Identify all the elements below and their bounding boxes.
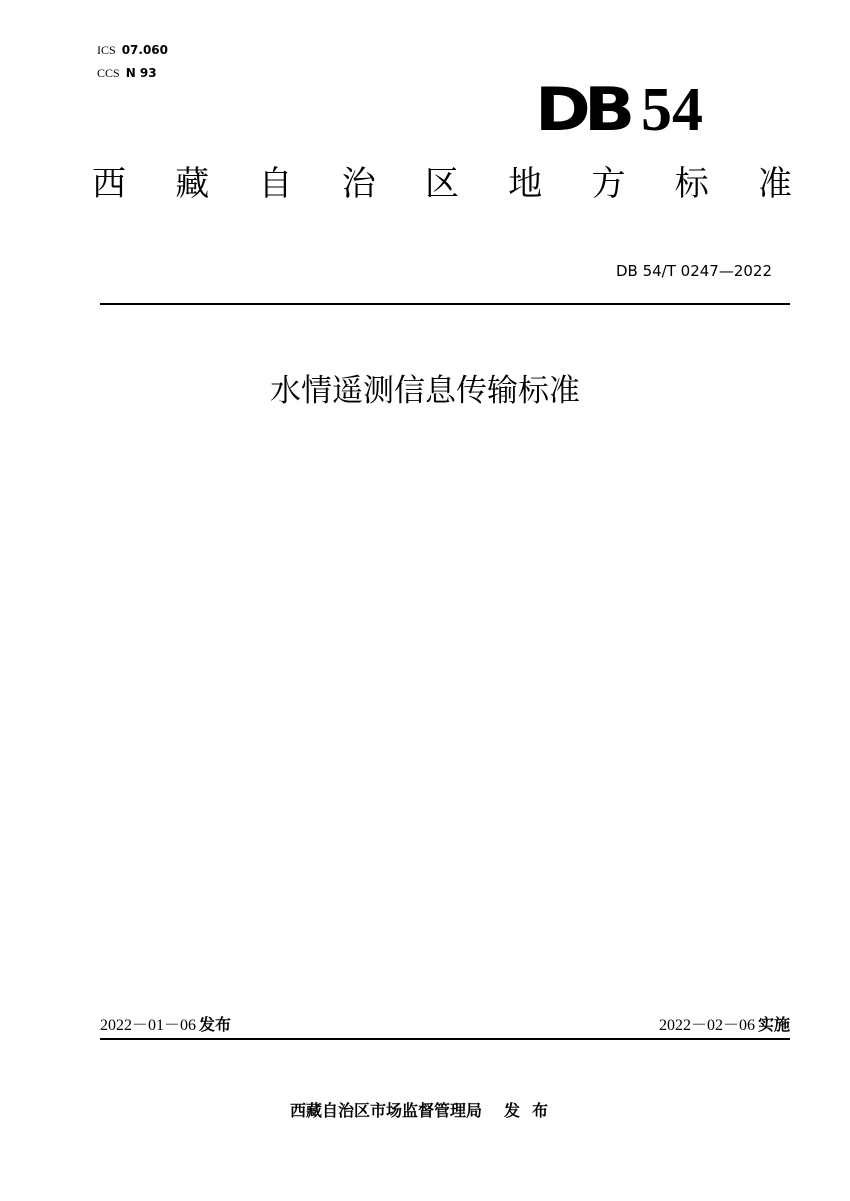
db-mark-letters: DB	[535, 75, 629, 145]
standard-type-heading	[92, 162, 792, 206]
publisher-name: 西藏自治区市场监督管理局	[289, 1101, 482, 1120]
implement-label: 实施	[757, 1015, 790, 1034]
standard-number: DB 54/T 0247—2022	[615, 262, 772, 280]
standard-type-char: 地	[508, 164, 543, 204]
ics-code: 07.060	[121, 43, 168, 57]
standard-type-char: 方	[591, 164, 626, 204]
top-divider	[100, 303, 790, 305]
implement-date-block	[659, 1015, 790, 1036]
standard-type-char: 标	[674, 164, 709, 204]
ics-label: ICS	[97, 43, 116, 57]
release-date-block	[100, 1015, 231, 1036]
db-mark-number: 54	[641, 76, 703, 144]
standard-type-char: 区	[425, 164, 459, 204]
standard-type-char: 自	[258, 164, 293, 204]
publisher-line	[0, 1098, 850, 1121]
ccs-classification	[97, 66, 157, 80]
implement-date: 2022－02－06	[658, 1017, 755, 1034]
ccs-code: N 93	[125, 66, 157, 80]
standard-type-char: 藏	[175, 164, 210, 204]
publisher-action: 发布	[504, 1101, 561, 1120]
standard-type-char: 西	[92, 164, 126, 204]
standard-type-char: 准	[758, 164, 792, 204]
release-label: 发布	[199, 1015, 232, 1034]
bottom-divider	[100, 1038, 790, 1040]
document-title: 水情遥测信息传输标准	[270, 373, 580, 409]
db-mark	[535, 75, 703, 145]
standard-type-char: 治	[341, 164, 376, 204]
ics-classification	[97, 43, 168, 57]
ccs-label: CCS	[97, 66, 120, 80]
release-date: 2022－01－06	[100, 1017, 197, 1034]
